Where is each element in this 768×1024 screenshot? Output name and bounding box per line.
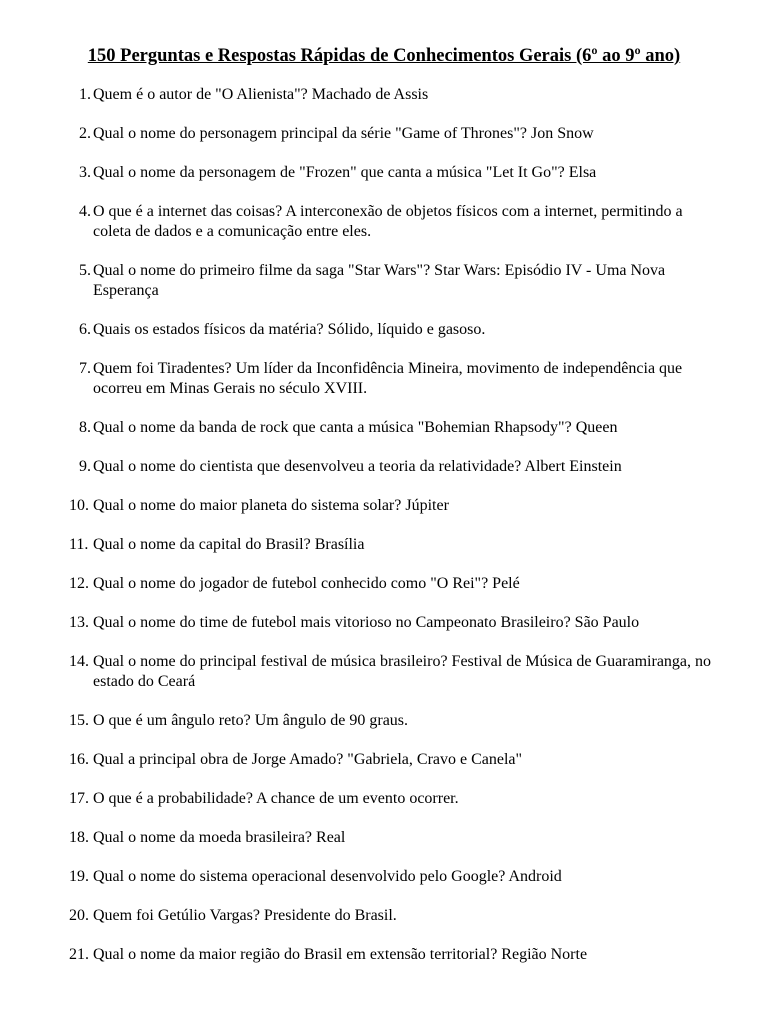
item-number: 19.: [69, 868, 89, 885]
list-item: [0, 85, 768, 105]
item-text: Qual o nome da banda de rock que canta a música "Bohemian Rhapsody"? Queen: [93, 419, 618, 436]
item-number: 9.: [79, 458, 91, 475]
item-number: 15.: [69, 712, 89, 729]
item-number: 4.: [79, 203, 91, 220]
item-number: 1.: [79, 86, 91, 103]
item-number: 5.: [79, 262, 91, 279]
list-item: [0, 261, 768, 301]
list-item: [0, 750, 768, 770]
document-title: 150 Perguntas e Respostas Rápidas de Conhecimentos Gerais (6º ao 9º ano): [87, 46, 681, 66]
list-item: [0, 496, 768, 516]
list-item: [0, 418, 768, 438]
list-item: [0, 320, 768, 340]
item-number: 18.: [69, 829, 89, 846]
item-text: Qual o nome do personagem principal da série "Game of Thrones"? Jon Snow: [93, 125, 594, 142]
item-text: Qual o nome do cientista que desenvolveu a teoria da relatividade? Albert Einstein: [93, 458, 622, 475]
item-number: 17.: [69, 790, 89, 807]
list-item: [0, 828, 768, 848]
item-number: 2.: [79, 125, 91, 142]
item-number: 12.: [69, 575, 89, 592]
list-item: [0, 359, 768, 399]
item-text: Qual o nome da moeda brasileira? Real: [93, 829, 346, 846]
item-text: Qual o nome do sistema operacional desenvolvido pelo Google? Android: [93, 868, 562, 885]
list-item: [0, 945, 768, 965]
item-number: 16.: [69, 751, 89, 768]
item-text: O que é a probabilidade? A chance de um evento ocorrer.: [93, 790, 459, 807]
item-text: Quem foi Getúlio Vargas? Presidente do Brasil.: [93, 907, 397, 924]
list-item: [0, 535, 768, 555]
item-text: Qual a principal obra de Jorge Amado? "Gabriela, Cravo e Canela": [93, 751, 523, 768]
item-text: Qual o nome do maior planeta do sistema solar? Júpiter: [93, 497, 449, 514]
item-text: Qual o nome do primeiro filme da saga "Star Wars"? Star Wars: Episódio IV - Uma Nova Esperança: [93, 262, 666, 299]
list-item: [0, 202, 768, 242]
list-item: [0, 163, 768, 183]
item-text: Qual o nome do principal festival de música brasileiro? Festival de Música de Guaramiranga, no estado do Ceará: [93, 653, 712, 690]
item-number: 14.: [69, 653, 89, 670]
item-number: 10.: [69, 497, 89, 514]
item-text: Qual o nome da personagem de "Frozen" que canta a música "Let It Go"? Elsa: [93, 164, 597, 181]
list-item: [0, 574, 768, 594]
list-item: [0, 906, 768, 926]
list-item: [0, 789, 768, 809]
item-number: 11.: [69, 536, 89, 553]
list-item: [0, 652, 768, 692]
item-text: Qual o nome do jogador de futebol conhecido como "O Rei"? Pelé: [93, 575, 520, 592]
item-number: 21.: [69, 946, 89, 963]
item-number: 3.: [79, 164, 91, 181]
item-number: 7.: [79, 360, 91, 377]
item-text: Quem é o autor de "O Alienista"? Machado de Assis: [93, 86, 429, 103]
item-number: 13.: [69, 614, 89, 631]
item-text: Qual o nome da capital do Brasil? Brasília: [93, 536, 365, 553]
item-text: O que é um ângulo reto? Um ângulo de 90 graus.: [93, 712, 409, 729]
item-number: 8.: [79, 419, 91, 436]
item-text: O que é a internet das coisas? A interconexão de objetos físicos com a internet, permitindo a coleta de dados e a comunicação entre eles.: [93, 203, 683, 240]
item-number: 6.: [79, 321, 91, 338]
question-answer-list: [0, 85, 768, 984]
list-item: [0, 867, 768, 887]
list-item: [0, 711, 768, 731]
item-text: Qual o nome do time de futebol mais vitorioso no Campeonato Brasileiro? São Paulo: [93, 614, 640, 631]
list-item: [0, 124, 768, 144]
list-item: [0, 457, 768, 477]
item-text: Qual o nome da maior região do Brasil em extensão territorial? Região Norte: [93, 946, 588, 963]
item-text: Quem foi Tiradentes? Um líder da Inconfidência Mineira, movimento de independência que ocorreu em Minas Gerais no século XVIII.: [93, 360, 683, 397]
list-item: [0, 613, 768, 633]
item-text: Quais os estados físicos da matéria? Sólido, líquido e gasoso.: [93, 321, 486, 338]
item-number: 20.: [69, 907, 89, 924]
